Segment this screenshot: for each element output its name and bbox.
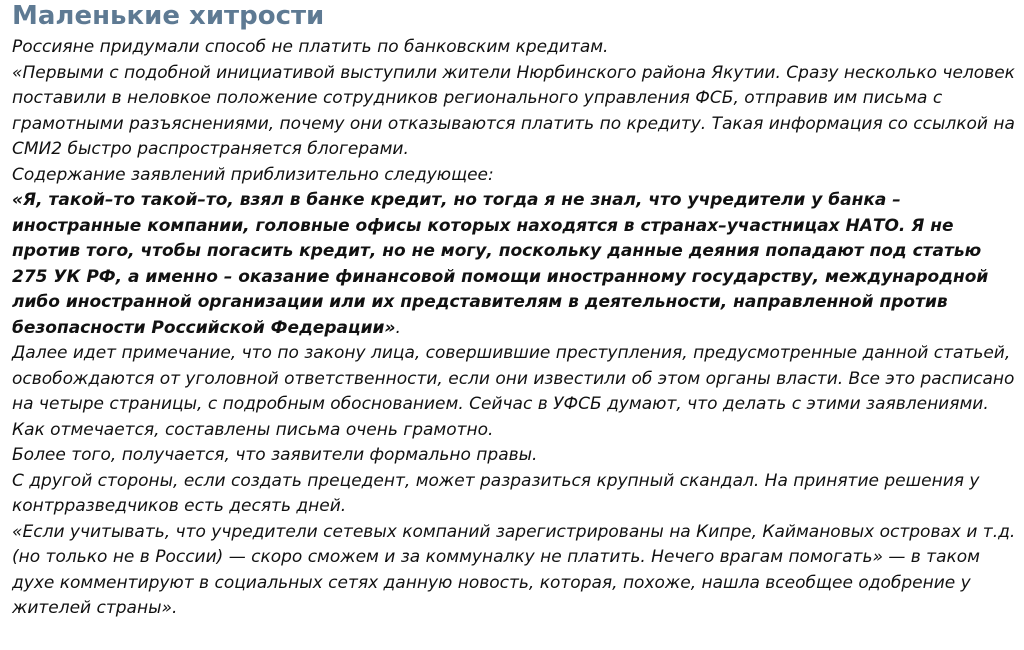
paragraph-intro: Россияне придумали способ не платить по банковским кредитам. xyxy=(12,37,609,57)
paragraph-formally-right: Более того, получается, что заявители формально правы. xyxy=(12,445,538,465)
article-body xyxy=(12,35,1016,622)
paragraph-comment-quote: «Если учитывать, что учредители сетевых компаний зарегистрированы на Кипре, Каймановых островах и т.д. (но только не в России) — скоро сможем и за коммуналку не платить. Нечего врагам помогать» — в таком духе комментируют в социальных сетях данную новость, которая, похоже, нашла всеобщее одобрение у жителей страны». xyxy=(12,521,1016,618)
paragraph-statement xyxy=(12,188,1016,341)
article-page xyxy=(12,0,1016,622)
article-title: Маленькие хитрости xyxy=(12,1,325,31)
paragraph-grammar: Как отмечается, составлены письма очень грамотно. xyxy=(12,419,494,440)
paragraph-contents-intro: Содержание заявлений приблизительно следующее: xyxy=(12,164,494,185)
paragraph-note: Далее идет примечание, что по закону лица, совершившие преступления, предусмотренные данной статьей, освобождаются от уголовной ответственности, если они известили об этом органы власти. Все это расписано на четыре страницы, с подробным обоснованием. Сейчас в УФСБ думают, что делать с этими заявлениями. xyxy=(12,343,1015,414)
statement-bold-text: «Я, такой–то такой–то, взял в банке кредит, но тогда я не знал, что учредители у банка – иностранные компании, головные офисы которых находятся в странах–участницах НАТО. Я не против того, чтобы погасить кредит, но не могу, поскольку данные деяния попадают под статью 275 УК РФ, а именно – оказание финансовой помощи иностранному государству, международной либо иностранной организации или их представителям в деятельности, направленной против безопасности Российской Федерации» xyxy=(12,190,989,338)
paragraph-quote-start: «Первыми с подобной инициативой выступили жители Нюрбинского района Якутии. Сразу несколько человек поставили в неловкое положение сотрудников регионального управления ФСБ, отправив им письма с грамотными разъяснениями, почему они отказываются платить по кредиту. Такая информация со ссылкой на СМИ2 быстро распространяется блогерами. xyxy=(12,62,1015,159)
statement-tail: . xyxy=(395,317,401,338)
paragraph-other-side: С другой стороны, если создать прецедент, может разразиться крупный скандал. На принятие решения у контрразведчиков есть десять дней. xyxy=(12,470,980,516)
